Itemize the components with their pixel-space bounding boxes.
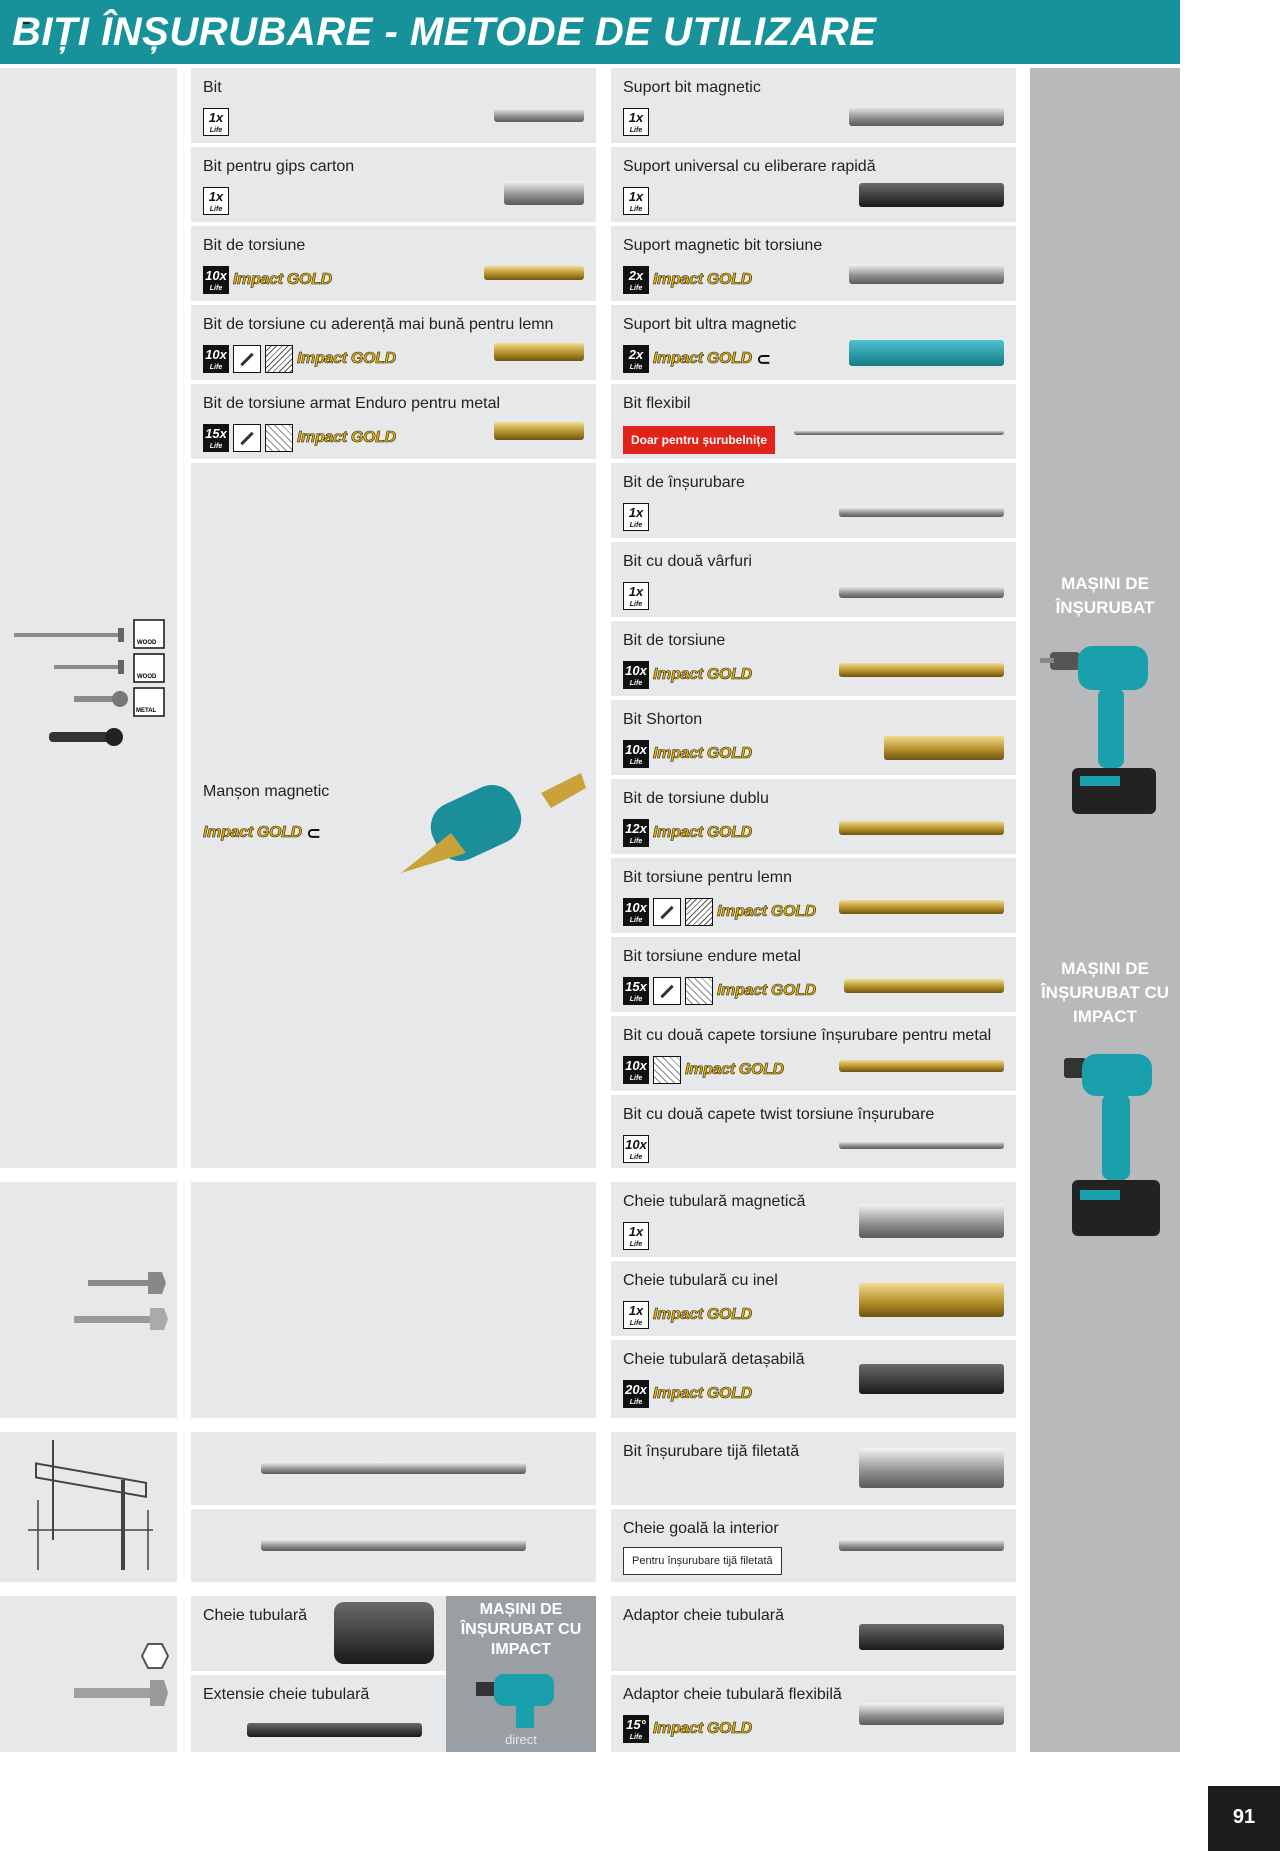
- impact-gold-logo: Impact GOLD: [233, 271, 332, 288]
- impact-gold-logo: Impact GOLD: [653, 1720, 752, 1737]
- torsion-bit-icon: [484, 266, 584, 280]
- enduro-bit-icon: [494, 422, 584, 440]
- grip-icon: [233, 345, 261, 373]
- item-label: Bit cu două capete torsiune înșurubare pentru metal: [623, 1027, 992, 1044]
- life-badge: 1x Life: [203, 187, 229, 215]
- enduro-bit-card[interactable]: [191, 384, 596, 459]
- item-label: Cheie tubulară: [203, 1607, 308, 1624]
- life-badge: 10x Life: [623, 1056, 649, 1084]
- life-badge: 2x Life: [623, 345, 649, 373]
- quick-release-holder-card[interactable]: [611, 147, 1016, 222]
- impact-gold-logo: Impact GOLD: [653, 824, 752, 841]
- hollow-socket-card[interactable]: [611, 1509, 1016, 1582]
- rod-setter-icon: [859, 1448, 1004, 1488]
- magnetic-socket-icon: [859, 1204, 1004, 1238]
- double-ended-metal-bit-icon: [839, 1060, 1004, 1072]
- double-ended-bit-icon: [839, 586, 1004, 598]
- life-badge: 10x Life: [203, 345, 229, 373]
- impact-wrench-icon: [476, 1668, 566, 1728]
- magnet-icon: ⊂: [755, 348, 772, 369]
- metal-icon: [265, 424, 293, 452]
- drywall-bit-label: Bit pentru gips carton: [203, 158, 355, 175]
- impact-gold-logo: Impact GOLD: [717, 982, 816, 999]
- ultra-magnetic-holder-icon: [849, 340, 1004, 366]
- grip-icon: [233, 424, 261, 452]
- impact-driver-label: MAȘINI DE ÎNȘURUBAT CU IMPACT: [1040, 959, 1170, 1026]
- badge-row: [623, 1134, 649, 1164]
- magnetic-sleeve-label: Manșon magnetic: [203, 783, 330, 800]
- double-ended-twist-bit-icon: [839, 1141, 1004, 1149]
- item-label: Bit Shorton: [623, 711, 703, 728]
- badge-row: [623, 976, 816, 1006]
- impact-socket-card[interactable]: [191, 1596, 446, 1671]
- badge-row: [203, 107, 229, 137]
- bit-label: Bit: [203, 79, 222, 96]
- socket-extension-card[interactable]: [191, 1675, 446, 1752]
- badge-row: [203, 186, 229, 216]
- badge-row: [623, 660, 752, 690]
- item-label: Suport bit ultra magnetic: [623, 316, 797, 333]
- badge-row: [623, 186, 649, 216]
- hex-screws-panel: [0, 1182, 177, 1418]
- life-badge: 15x Life: [623, 977, 649, 1005]
- wood-tag-2: WOOD: [137, 674, 157, 680]
- badge-row: [623, 1055, 784, 1085]
- threaded-rod-panel: [0, 1432, 177, 1582]
- socket-adaptor-icon: [859, 1624, 1004, 1650]
- shorton-bit-card[interactable]: [611, 700, 1016, 775]
- shorton-bit-icon: [884, 736, 1004, 760]
- item-label: Suport bit magnetic: [623, 79, 761, 96]
- quick-release-holder-icon: [859, 183, 1004, 207]
- life-badge: 2x Life: [623, 266, 649, 294]
- drill-label: MAȘINI DE ÎNȘURUBAT: [1055, 574, 1155, 617]
- item-label: Bit torsiune endure metal: [623, 948, 801, 965]
- tilt-value: 15°: [626, 1717, 646, 1732]
- magnetic-bit-holder-card[interactable]: [611, 68, 1016, 143]
- item-label: Extensie cheie tubulară: [203, 1686, 370, 1703]
- empty-middle-panel: [191, 1182, 596, 1418]
- magnetic-torsion-holder-card[interactable]: [611, 226, 1016, 301]
- impact-wrench-card: [446, 1596, 596, 1752]
- impact-gold-logo: Impact GOLD: [653, 666, 752, 683]
- wood-torsion-bit-card[interactable]: [191, 305, 596, 380]
- metal-tag: METAL: [136, 708, 157, 714]
- hollow-socket-icon: [839, 1539, 1004, 1551]
- torsion-holder-icon: [849, 264, 1004, 284]
- threaded-rod-bit-card[interactable]: [611, 1432, 1016, 1505]
- badge-row: [623, 265, 752, 295]
- rod-use-tag: Pentru înșurubare tijă filetată: [623, 1547, 782, 1575]
- wood-torsion-bit-label: Bit de torsiune cu aderență mai bună pentru lemn: [203, 316, 554, 333]
- bit-holder-icon: [849, 106, 1004, 126]
- item-label: Cheie tubulară magnetică: [623, 1193, 806, 1210]
- impact-gold-logo: Impact GOLD: [653, 745, 752, 762]
- impact-gold-logo: Impact GOLD: [653, 1306, 752, 1323]
- endure-metal-bit-card[interactable]: [611, 937, 1016, 1012]
- item-label: Bit de torsiune dublu: [623, 790, 769, 807]
- item-label: Bit de torsiune: [623, 632, 726, 649]
- badge-row: [623, 1379, 752, 1409]
- endure-metal-bit-icon: [844, 979, 1004, 993]
- double-torsion-bit-card[interactable]: [611, 779, 1016, 854]
- ring-socket-card[interactable]: [611, 1261, 1016, 1336]
- screwdriving-bit-icon: [839, 507, 1004, 517]
- wood-torsion-bit-right-card[interactable]: [611, 858, 1016, 933]
- impact-gold-logo: Impact GOLD: [685, 1061, 784, 1078]
- flexible-bit-icon: [794, 430, 1004, 435]
- wood-icon: [685, 898, 713, 926]
- impact-driver-icon: [1050, 1050, 1170, 1245]
- grip-icon: [653, 977, 681, 1005]
- double-ended-bit-card[interactable]: [611, 542, 1016, 617]
- badge-row: [203, 423, 396, 453]
- life-badge: 20x Life: [623, 1380, 649, 1408]
- item-label: Cheie tubulară detașabilă: [623, 1351, 805, 1368]
- grip-icon: [653, 898, 681, 926]
- torsion-bit-card[interactable]: [191, 226, 596, 301]
- item-label: Cheie tubulară cu inel: [623, 1272, 778, 1289]
- impact-socket-icon: [334, 1602, 434, 1664]
- life-badge: 1x Life: [623, 187, 649, 215]
- bolt-nut-icon: [70, 1636, 170, 1716]
- drywall-bit-icon: [504, 181, 584, 205]
- item-label: Bit cu două vârfuri: [623, 553, 752, 570]
- flexible-socket-adaptor-card[interactable]: [611, 1675, 1016, 1752]
- ring-socket-icon: [859, 1283, 1004, 1317]
- badge-row: [623, 107, 649, 137]
- impact-wrench-title: MAȘINI DE ÎNȘURUBAT CU IMPACT: [460, 1601, 582, 1658]
- item-label: Suport universal cu eliberare rapidă: [623, 158, 876, 175]
- tilt-badge: [623, 1715, 649, 1743]
- impact-gold-logo: Impact GOLD: [717, 903, 816, 920]
- torsion-bit-icon: [839, 663, 1004, 677]
- threaded-rod-diagram-icon: [28, 1440, 158, 1575]
- life-badge: 12x Life: [623, 819, 649, 847]
- badge-row: [623, 897, 816, 927]
- life-badge: 10x Life: [623, 898, 649, 926]
- socket-adaptor-card[interactable]: [611, 1596, 1016, 1671]
- metal-icon: [653, 1056, 681, 1084]
- item-label: Cheie goală la interior: [623, 1520, 779, 1537]
- torsion-bit-right-card[interactable]: [611, 621, 1016, 696]
- badge-row: [203, 265, 332, 295]
- bit-card[interactable]: [191, 68, 596, 143]
- torsion-bit-label: Bit de torsiune: [203, 237, 306, 254]
- impact-gold-logo: Impact GOLD: [297, 350, 396, 367]
- page-title: BIȚI ÎNȘURUBARE - METODE DE UTILIZARE: [12, 10, 877, 54]
- page-number: 91: [1208, 1786, 1280, 1851]
- badge-row: [623, 1221, 649, 1251]
- flexible-adaptor-icon: [859, 1703, 1004, 1725]
- wood-torsion-bit-icon: [494, 343, 584, 361]
- badge-row: [623, 581, 649, 611]
- detachable-socket-card[interactable]: [611, 1340, 1016, 1418]
- badge-row: [623, 1300, 752, 1330]
- life-badge: 1x Life: [623, 108, 649, 136]
- enduro-bit-label: Bit de torsiune armat Enduro pentru metal: [203, 395, 501, 412]
- page-header: [0, 0, 1180, 64]
- double-torsion-bit-icon: [839, 821, 1004, 835]
- badge-row: [203, 344, 396, 374]
- wood-tag-1: WOOD: [137, 640, 157, 646]
- item-label: Bit cu două capete twist torsiune înșurubare: [623, 1106, 935, 1123]
- wood-torsion-bit-icon: [839, 900, 1004, 914]
- threaded-rod-nut-icon: [261, 1539, 526, 1551]
- screw-types-panel: [0, 68, 177, 1168]
- life-badge: 1x Life: [623, 1222, 649, 1250]
- machine-column: [1030, 68, 1180, 1752]
- ultra-magnetic-holder-card[interactable]: [611, 305, 1016, 380]
- metal-icon: [685, 977, 713, 1005]
- life-badge: 1x Life: [203, 108, 229, 136]
- impact-wrench-caption: direct: [505, 1732, 537, 1747]
- life-badge: 1x Life: [623, 1301, 649, 1329]
- life-badge: 1x Life: [623, 582, 649, 610]
- badge-row: [623, 739, 752, 769]
- threaded-rod-icon: [261, 1462, 526, 1474]
- item-label: Bit flexibil: [623, 395, 691, 412]
- life-badge: 1x Life: [623, 503, 649, 531]
- rod-top-card: [191, 1432, 596, 1505]
- item-label: Suport magnetic bit torsiune: [623, 237, 823, 254]
- drywall-bit-card[interactable]: [191, 147, 596, 222]
- item-label: Adaptor cheie tubulară: [623, 1607, 784, 1624]
- phillips-bit-icon: [494, 108, 584, 122]
- impact-gold-logo: Impact GOLD: [653, 1385, 752, 1402]
- item-label: Bit torsiune pentru lemn: [623, 869, 792, 886]
- double-ended-twist-bit-card[interactable]: [611, 1095, 1016, 1168]
- badge-row: [623, 344, 771, 374]
- badge-row: [623, 818, 752, 848]
- double-ended-metal-bit-card[interactable]: [611, 1016, 1016, 1091]
- life-badge: 10x Life: [203, 266, 229, 294]
- flexible-bit-card[interactable]: [611, 384, 1016, 459]
- screwdriver-only-tag: Doar pentru șurubelnițe: [623, 426, 775, 454]
- life-badge: 10x Life: [623, 740, 649, 768]
- hex-screws-icon: [70, 1268, 170, 1338]
- wood-icon: [265, 345, 293, 373]
- impact-gold-logo: Impact GOLD: [297, 429, 396, 446]
- badge-row: [623, 502, 649, 532]
- impact-gold-logo: Impact GOLD: [653, 350, 752, 367]
- impact-gold-logo: Impact GOLD: [653, 271, 752, 288]
- magnetic-socket-card[interactable]: [611, 1182, 1016, 1257]
- life-badge: 10x Life: [623, 1135, 649, 1163]
- magnetic-sleeve-card[interactable]: [191, 463, 596, 1168]
- item-label: Bit de înșurubare: [623, 474, 745, 491]
- socket-extension-icon: [247, 1723, 422, 1737]
- item-label: Adaptor cheie tubulară flexibilă: [623, 1686, 842, 1703]
- detachable-socket-icon: [859, 1364, 1004, 1394]
- life-badge: 15x Life: [203, 424, 229, 452]
- item-label: Bit înșurubare tijă filetată: [623, 1443, 800, 1460]
- bolt-nut-panel: [0, 1596, 177, 1752]
- magnet-icon: ⊂: [305, 822, 322, 843]
- screwdriving-bit-card[interactable]: [611, 463, 1016, 538]
- badge-row: [623, 1714, 752, 1744]
- cordless-drill-icon: [1040, 640, 1170, 830]
- impact-gold-logo: Impact GOLD: [203, 824, 302, 841]
- rod-bottom-card: [191, 1509, 596, 1582]
- magnetic-sleeve-icon: [391, 763, 591, 883]
- badge-row: [203, 818, 321, 848]
- life-badge: 10x Life: [623, 661, 649, 689]
